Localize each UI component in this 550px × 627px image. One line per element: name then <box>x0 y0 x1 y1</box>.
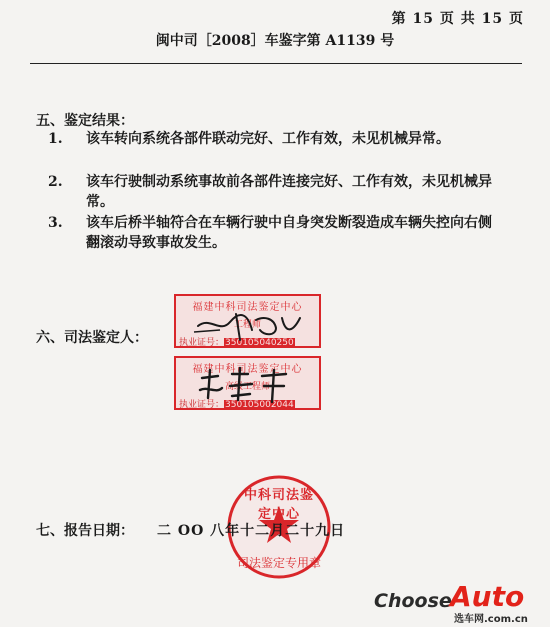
result-item-text: 该车后桥半轴符合在车辆行驶中自身突发断裂造成车辆失控向右侧翻滚动导致事故发生。 <box>86 215 492 251</box>
header-divider <box>30 63 522 64</box>
logo-brand-a: Choose <box>374 590 452 612</box>
result-item-text: 该车转向系统各部件联动完好、工作有效，未见机械异常。 <box>86 131 450 147</box>
result-item-3 <box>48 213 498 253</box>
result-section-title: 五、鉴定结果： <box>36 113 134 129</box>
result-item-number: 1. <box>48 131 63 147</box>
result-item-number: 2. <box>48 174 63 190</box>
result-item-number: 3. <box>48 215 63 231</box>
logo-domain: 选车网.com.cn <box>454 614 528 625</box>
appraiser-signature-1 <box>190 306 310 346</box>
stamp-license-number: 350105002044 <box>225 400 294 410</box>
stamp-title: 工程师 <box>233 320 261 330</box>
page-number: 第 15 页 共 15 页 <box>391 11 524 27</box>
report-date-value: 二 OO 八年十二月二十九日 <box>157 523 346 539</box>
result-item-2 <box>48 172 498 212</box>
report-date-label: 七、报告日期： <box>36 523 134 539</box>
seal-text: 中科司法鉴定中心 <box>243 488 314 522</box>
stamp-title: 高级工程师 <box>224 382 270 392</box>
stamp-org-name: 福建中科司法鉴定中心 <box>192 302 303 313</box>
appraiser-section-title: 六、司法鉴定人： <box>36 330 148 346</box>
seal-bottom-text: 司法鉴定专用章 <box>236 556 321 570</box>
result-item-text: 该车行驶制动系统事故前各部件连接完好、工作有效，未见机械异常。 <box>86 174 492 210</box>
document-number: 闽中司［2008］车鉴字第 A1139 号 <box>155 33 395 49</box>
appraiser-signature-2 <box>196 364 296 406</box>
stamp-license-label: 执业证号： <box>179 400 225 410</box>
result-item-1 <box>48 129 498 149</box>
stamp-license-number: 350105040250 <box>225 338 294 348</box>
stamp-license-label: 执业证号： <box>179 338 225 348</box>
stamp-org-name: 福建中科司法鉴定中心 <box>192 364 303 375</box>
logo-brand-b: Auto <box>450 580 525 613</box>
watermark-logo <box>374 578 544 625</box>
